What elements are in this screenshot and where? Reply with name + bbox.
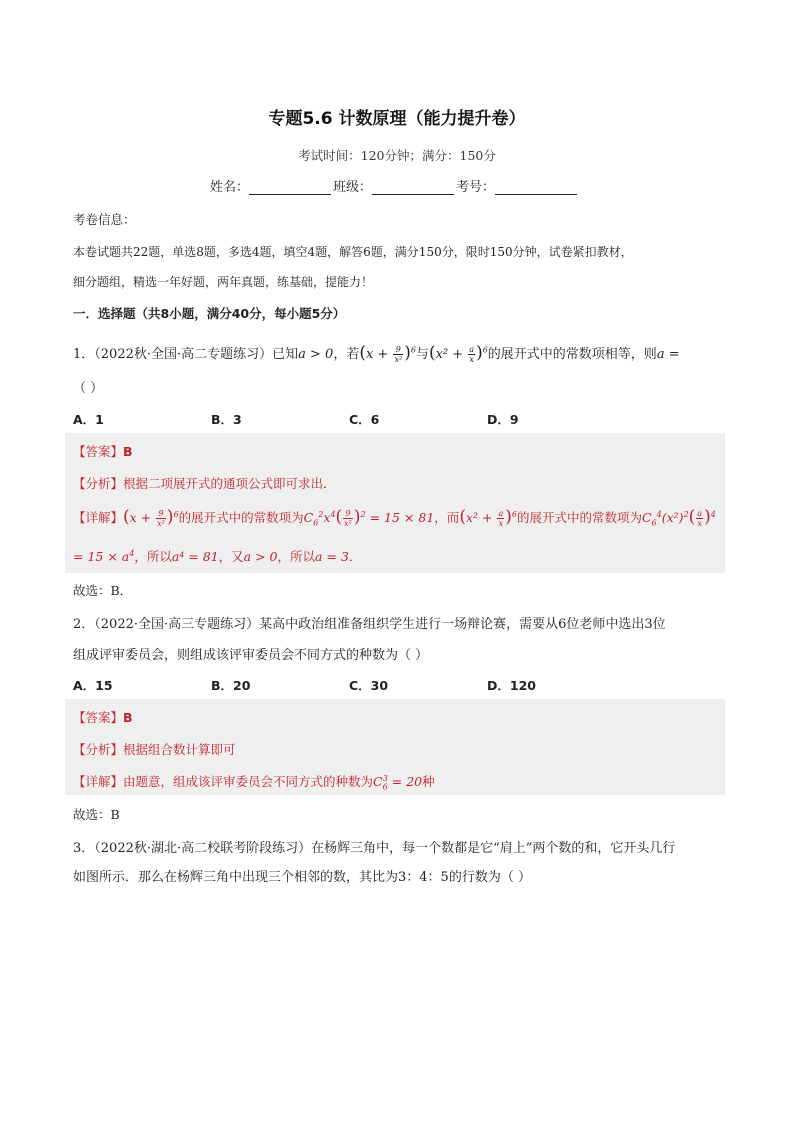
q1-detail-d: 的展开式中的常数项为 — [516, 510, 642, 525]
q1-detail-tag: 【详解】 — [73, 510, 124, 525]
page-title: 专题5.6 计数原理（能力提升卷） — [268, 109, 526, 129]
q2-detail: 【详解】由题意，组成该评审委员会不同方式的种数为$C_6^3 = 20$种 — [73, 773, 435, 792]
q2-analysis-text: 根据组合数计算即可 — [123, 742, 236, 757]
student-info-row — [210, 176, 579, 195]
q1-end: a = — [656, 347, 680, 362]
q1-detail-line2-d: ，又 — [218, 549, 244, 564]
q1-detail-line2: = $15 \times a^4$，所以a⁴ = 81，又a > 0，所以a = 3． — [73, 548, 362, 564]
q2-choice-a[interactable]: A．15 — [73, 678, 113, 693]
q1-expr1: (x + $\frac{9}{\text{x²}}$ )$^6$ — [359, 343, 416, 364]
q1-stem — [73, 343, 680, 364]
q2-answer — [73, 708, 133, 726]
q1-analysis — [73, 474, 336, 492]
q1-detail-line1: 【详解】(x + $\frac{9}{\text{x²}}$ )$^6$的展开式中的常数项为$C_6^2x^4$( $\frac{9}{\text{x²}}$ )$^2$ = 15 × 81，而(x² + $\frac{a}{x}$ )$^6$的展开式中的常数项为$C_6^4(x^2)^2$( $\frac{a}{x}$ )$^4$ — [73, 507, 716, 528]
q1-choice-a[interactable]: A．1 — [73, 412, 104, 427]
class-label: 班级： — [333, 180, 373, 195]
q2-detail-a: 由题意，组成该评审委员会不同方式的种数为 — [123, 774, 374, 789]
number-blank[interactable] — [495, 180, 577, 195]
name-label: 姓名： — [210, 180, 250, 195]
q1-detail-line2-g: a = 3 — [315, 549, 349, 564]
q1-detail-line2-e: a > 0 — [243, 549, 278, 564]
q1-detail-a: 的展开式中的常数项为 — [178, 510, 304, 525]
q1-choice-d[interactable]: D．9 — [487, 412, 519, 427]
q2-stem-line2: 组成评审委员会，则组成该评审委员会不同方式的种数为（ ） — [73, 648, 429, 663]
q2-detail-tag: 【详解】 — [73, 774, 124, 789]
q1-detail-line2-c: a⁴ = 81 — [171, 549, 219, 564]
q1-answer — [73, 442, 133, 460]
q3-stem-line2: 如图所示．那么在杨辉三角中出现三个相邻的数，其比为3：4：5的行数为（ ） — [73, 870, 531, 885]
q2-conclusion: 故选：B — [73, 807, 120, 822]
q1-detail-line2-b: ，所以 — [134, 549, 172, 564]
q1-detail-line2-h: ． — [348, 549, 362, 564]
number-label: 考号： — [456, 180, 496, 195]
section-heading: 一．选择题（共8小题，满分40分，每小题5分） — [73, 306, 346, 321]
q1-choice-b[interactable]: B．3 — [211, 412, 242, 427]
q2-choices — [73, 676, 625, 694]
q2-detail-c: = 20 — [391, 774, 423, 789]
q1-detail-b: = 15 × 81 — [369, 510, 435, 525]
q1-expr2: (x² + $\frac{a}{x}$ )$^6$ — [428, 343, 488, 364]
q2-choice-c[interactable]: C．30 — [349, 678, 389, 693]
q2-stem-line1: 2．（2022·全国·高三专题练习）某高中政治组准备组织学生进行一场辩论赛，需要从6位老师中选出3位 — [73, 617, 666, 632]
q1-analysis-tag: 【分析】 — [73, 476, 124, 491]
q1-analysis-text: 根据二项展开式的通项公式即可求出． — [123, 476, 336, 491]
q1-suffix: 的展开式中的常数项相等，则 — [487, 347, 657, 362]
q3-stem-line1: 3．（2022秋·湖北·高二校联考阶段练习）在杨辉三角中，每一个数都是它“肩上”两个数的和，它开头几行 — [73, 841, 676, 856]
q2-answer-tag: 【答案】 — [73, 710, 124, 725]
q1-cond: a > 0 — [298, 347, 334, 362]
q2-choice-b[interactable]: B．20 — [211, 678, 251, 693]
exam-info-line1: 本卷试题共22题，单选8题，多选4题，填空4题，解答6题，满分150分，限时150分钟，试卷紧扣教材， — [73, 245, 633, 259]
q1-choice-c[interactable]: C．6 — [349, 412, 380, 427]
exam-info-heading: 考卷信息： — [73, 212, 136, 227]
q1-choices — [73, 410, 625, 428]
q1-conclusion: 故选：B． — [73, 583, 133, 598]
q1-detail-line2-a: = 15 × a — [73, 549, 130, 564]
q1-answer-tag: 【答案】 — [73, 444, 124, 459]
q2-analysis-tag: 【分析】 — [73, 742, 124, 757]
q2-answer-value: B — [123, 710, 133, 725]
q1-detail-c: ，而 — [434, 510, 460, 525]
q2-analysis — [73, 740, 236, 758]
q1-detail-line2-f: ，所以 — [277, 549, 315, 564]
q2-detail-d: 种 — [422, 774, 435, 789]
q1-mid1: ，若 — [333, 347, 360, 362]
q2-choice-d[interactable]: D．120 — [487, 678, 536, 693]
q1-prefix: 1．（2022秋·全国·高二专题练习）已知 — [73, 347, 299, 362]
exam-time: 考试时间：120分钟；满分：150分 — [298, 148, 496, 163]
q1-paren: （ ） — [73, 381, 104, 396]
q1-answer-value: B — [123, 444, 133, 459]
name-blank[interactable] — [249, 180, 331, 195]
q2-detail-b: C — [373, 774, 383, 789]
q1-mid2: 与 — [415, 347, 429, 362]
exam-info-line2: 细分题组，精选一年好题，两年真题，练基础，提能力！ — [73, 275, 374, 289]
class-blank[interactable] — [372, 180, 454, 195]
